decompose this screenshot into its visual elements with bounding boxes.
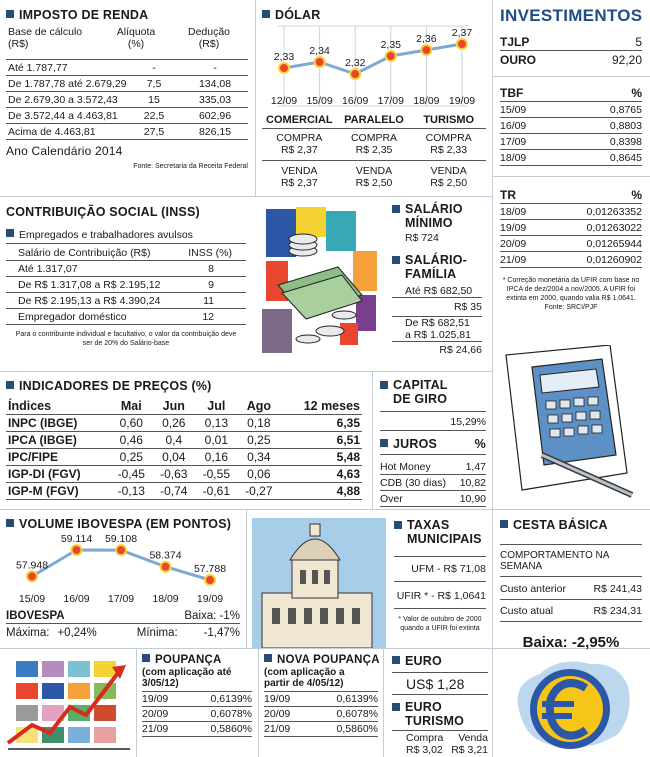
indicadores-cell: IGP-DI (FGV): [6, 466, 110, 483]
indicadores-cell: -0,45: [110, 466, 153, 483]
indicadores-row: [6, 483, 362, 500]
dolar-venda-label: VENDA: [430, 165, 467, 177]
inss-row: [6, 309, 246, 325]
euro-venda-label: Venda: [458, 732, 488, 744]
tr-row-cell: 0,01265944: [586, 238, 642, 250]
capital-giro-panel: [380, 378, 486, 507]
dolar-dates: [262, 95, 486, 109]
square-bullet-icon: [6, 519, 14, 527]
building-illustration: [252, 518, 386, 648]
tr-row-cell: 19/09: [500, 222, 527, 234]
custo-atual-label: Custo atual: [500, 605, 554, 617]
poupanca-subtitle-2: 3/05/12): [142, 678, 252, 692]
dolar-col-name: TURISMO: [411, 114, 486, 129]
ir-faixa: De 1.787,78 até 2.679,29: [8, 78, 127, 90]
npoup-row: [264, 707, 378, 722]
indicadores-cell: IPCA (IBGE): [6, 432, 110, 449]
chart-point: [116, 545, 126, 555]
taxas-note: * Valor de outubro de 2000 quando a UFIR foi extinta: [398, 616, 482, 632]
dolar-compra-value: R$ 2,35: [337, 144, 412, 161]
dolar-venda-value: R$ 2,37: [280, 177, 318, 189]
salario-minimo-title: SALÁRIO: [405, 202, 463, 216]
indicadores-header-cell: Jul: [195, 398, 238, 415]
growth-illustration: [6, 655, 132, 751]
ir-aliquota: 7,5: [146, 78, 162, 90]
juros-row-cell: 10,90: [459, 493, 486, 505]
chart-point: [315, 57, 325, 67]
ir-aliquota: 27,5: [143, 126, 165, 138]
ir-row: [6, 108, 248, 124]
salario-familia-faixa-2b: a R$ 1.025,81: [392, 329, 482, 342]
square-bullet-icon: [380, 381, 388, 389]
indicadores-cell: 4,63: [280, 466, 362, 483]
inss-header-salario: Salário de Contribuição (R$): [18, 247, 151, 259]
juros-title: JUROS: [393, 437, 438, 451]
euro-venda-value: R$ 3,21: [451, 744, 488, 756]
chart-point: [161, 562, 171, 572]
tbf-row-cell: 17/09: [500, 136, 527, 148]
nova-poupanca-panel: [264, 654, 378, 737]
ir-header-base: Base de cálculo: [8, 26, 83, 38]
inss-row-cell: 12: [202, 311, 214, 323]
ibovespa-baixa: Baixa: -1%: [184, 610, 240, 622]
euro-panel: [392, 654, 488, 756]
poup-row-cell: 19/09: [142, 693, 169, 705]
capital-title-2: DE GIRO: [393, 392, 448, 406]
juros-row: [380, 491, 486, 507]
square-bullet-icon: [380, 439, 388, 447]
salario-minimo-title-2: MÍNIMO: [405, 216, 453, 230]
inss-row-cell: 8: [208, 263, 214, 275]
tr-row: [500, 220, 642, 236]
square-bullet-icon: [392, 205, 400, 213]
custo-atual-value: R$ 234,31: [593, 605, 642, 617]
indicadores-row: [6, 449, 362, 466]
chart-tick-label: 16/09: [342, 95, 369, 107]
inss-row-cell: De R$ 1.317,08 a R$ 2.195,12: [18, 279, 161, 291]
chart-tick-label: 19/09: [448, 95, 476, 107]
ir-aliquota: 22,5: [143, 110, 165, 122]
ir-header-aliquota: Alíquota: [116, 26, 156, 38]
indicadores-table: [6, 398, 362, 500]
indicadores-row: [6, 466, 362, 483]
indicadores-cell: IPC/FIPE: [6, 449, 110, 466]
inss-row: [6, 293, 246, 309]
ibovespa-min-label: Mínima:: [136, 627, 178, 639]
juros-row-cell: Over: [380, 493, 403, 505]
cesta-subtitle: COMPORTAMENTO NA SEMANA: [500, 544, 642, 577]
ufir-note-source: Fonte: SRCI/PJF: [544, 304, 598, 311]
tr-row-cell: 0,01260902: [586, 254, 642, 266]
indicadores-cell: 0,26: [153, 415, 196, 432]
tr-row: [500, 204, 642, 220]
tr-row-cell: 0,01263022: [586, 222, 642, 234]
tr-row: [500, 236, 642, 252]
tbf-row-cell: 0,8645: [609, 152, 642, 164]
tbf-row: [500, 102, 642, 118]
tbf-label: TBF: [500, 86, 524, 100]
dolar-compra-label: COMPRA: [276, 132, 323, 144]
dolar-compra-value: R$ 2,33: [411, 144, 486, 161]
ir-header-deducao: Dedução: [187, 26, 231, 38]
poup-row-cell: 0,5860%: [210, 723, 252, 735]
indicadores-header-cell: 12 meses: [280, 398, 362, 415]
ir-row: [6, 60, 248, 76]
ufir-note: * Correção monetária da UFIR com base no IPCA de dez/2004 a nov/2005. A UFIR foi extinta em 2000, quando valia R$ 1.0641.: [502, 277, 640, 302]
money-illustration: [258, 205, 380, 357]
chart-data-label: 58.374: [149, 549, 182, 562]
euro-title: EURO: [405, 654, 442, 668]
chart-data-label: 2,34: [309, 45, 330, 57]
ouro-label: OURO: [500, 53, 536, 67]
tr-pct: %: [631, 188, 642, 202]
indicadores-cell: 4,88: [280, 483, 362, 500]
square-bullet-icon: [392, 703, 400, 711]
ibovespa-title: VOLUME IBOVESPA (EM PONTOS): [19, 517, 232, 531]
chart-tick-label: 19/09: [196, 593, 224, 605]
square-bullet-icon: [394, 521, 402, 529]
ir-aliquota: -: [152, 62, 156, 74]
indicadores-cell: 0,01: [195, 432, 238, 449]
square-bullet-icon: [6, 381, 14, 389]
indicadores-header-cell: Mai: [110, 398, 153, 415]
inss-row: [6, 277, 246, 293]
poup-row-cell: 0,6139%: [210, 693, 252, 705]
tjlp-label: TJLP: [500, 35, 530, 49]
chart-data-label: 2,37: [451, 27, 473, 39]
taxas-panel: [394, 518, 486, 633]
square-bullet-icon: [6, 10, 14, 18]
chart-tick-label: 15/09: [306, 95, 333, 107]
indicadores-title: INDICADORES DE PREÇOS (%): [19, 379, 212, 393]
salario-familia-title-2: FAMÍLIA: [405, 267, 457, 281]
indicadores-panel: [6, 379, 368, 500]
inss-row-cell: 9: [208, 279, 214, 291]
salario-panel: [392, 202, 482, 356]
ir-faixa: De 3.572,44 a 4.463,81: [8, 110, 118, 122]
euro-turismo-title-2: TURISMO: [405, 714, 465, 728]
indicadores-cell: IGP-M (FGV): [6, 483, 110, 500]
npoup-row-cell: 21/09: [264, 723, 291, 735]
square-bullet-icon: [500, 520, 508, 528]
npoup-row-cell: 0,6078%: [336, 708, 378, 720]
npoup-row-cell: 0,6139%: [336, 693, 378, 705]
indicadores-cell: 0,06: [238, 466, 281, 483]
tbf-row-cell: 15/09: [500, 104, 527, 116]
ir-faixa: Acima de 4.463,81: [8, 126, 96, 138]
nova-poupanca-title: NOVA POUPANÇA: [277, 654, 380, 666]
poup-row-cell: 21/09: [142, 723, 169, 735]
square-bullet-icon: [392, 256, 400, 264]
indicadores-header-cell: Ago: [238, 398, 281, 415]
nova-poupanca-subtitle-2: partir de 4/05/12): [264, 678, 378, 692]
chart-point: [457, 39, 467, 49]
chart-tick-label: 15/09: [18, 593, 46, 605]
ir-title: IMPOSTO DE RENDA: [6, 8, 248, 22]
chart-tick-label: 12/09: [270, 95, 298, 107]
tbf-row-cell: 0,8398: [609, 136, 642, 148]
npoup-row-cell: 0,5860%: [336, 723, 378, 735]
juros-row: [380, 459, 486, 475]
ibovespa-max-value: +0,24%: [57, 627, 97, 639]
indicadores-cell: -0,61: [195, 483, 238, 500]
indicadores-cell: INPC (IBGE): [6, 415, 110, 432]
indicadores-cell: 0,4: [153, 432, 196, 449]
poupanca-title: POUPANÇA: [155, 654, 222, 666]
dolar-venda-label: VENDA: [355, 165, 393, 177]
indicadores-cell: 0,04: [153, 449, 196, 466]
indicadores-cell: 0,25: [110, 449, 153, 466]
indicadores-cell: 0,13: [195, 415, 238, 432]
tbf-row: [500, 134, 642, 150]
dolar-quotes: [262, 114, 486, 189]
ir-deducao: 602,96: [198, 110, 232, 122]
inss-header-pct: INSS (%): [188, 247, 232, 259]
inss-row-cell: Até 1.317,07: [18, 263, 78, 275]
chart-data-label: 2,35: [380, 39, 402, 51]
taxas-title-2: MUNICIPAIS: [407, 532, 482, 546]
poup-row: [142, 692, 252, 707]
calculator-illustration: [502, 345, 642, 500]
dolar-venda-value: R$ 2,50: [430, 177, 468, 189]
capital-title: CAPITAL: [393, 378, 448, 392]
ir-header-aliquota-unit: (%): [127, 38, 145, 50]
indicadores-row: [6, 415, 362, 432]
chart-tick-label: 17/09: [377, 95, 404, 107]
chart-data-label: 59.114: [60, 533, 93, 545]
indicadores-cell: -0,63: [153, 466, 196, 483]
npoup-row-cell: 19/09: [264, 693, 291, 705]
salario-familia-faixa-2: De R$ 682,51: [392, 316, 482, 329]
ir-deducao: 826,15: [198, 126, 232, 138]
npoup-row-cell: 20/09: [264, 708, 291, 720]
juros-row-cell: 1,47: [465, 461, 486, 473]
inss-panel: [6, 205, 246, 348]
dolar-compra-value: R$ 2,37: [262, 144, 337, 161]
chart-data-label: 2,36: [416, 33, 437, 45]
chart-data-label: 57.948: [15, 559, 49, 572]
taxas-title: TAXAS: [407, 518, 450, 532]
inss-note: Para o contribuinte individual e facultativo, o valor da contribuição deve ser de 20% do Salário-base: [15, 331, 237, 347]
chart-data-label: 2,33: [273, 51, 295, 63]
ir-faixa: De 2.679,30 a 3.572,43: [8, 94, 118, 106]
investimentos-panel: [500, 6, 642, 312]
tbf-row-cell: 0,8803: [609, 120, 642, 132]
ir-source: Fonte: Secretaria da Receita Federal: [133, 163, 248, 170]
juros-row-cell: Hot Money: [380, 461, 431, 473]
chart-point: [205, 575, 215, 585]
salario-familia-valor-2: R$ 24,66: [439, 344, 482, 356]
poup-row-cell: 20/09: [142, 708, 169, 720]
salario-minimo-value: R$ 724: [405, 232, 439, 244]
ir-row: [6, 92, 248, 108]
dolar-title: DÓLAR: [275, 8, 321, 22]
tr-row-cell: 21/09: [500, 254, 527, 266]
ir-row: [6, 76, 248, 92]
investimentos-title: INVESTIMENTOS: [500, 6, 643, 25]
square-bullet-icon: [6, 229, 14, 237]
ir-deducao: 134,08: [198, 78, 232, 90]
euro-illustration: [500, 654, 640, 754]
npoup-row: [264, 692, 378, 707]
indicadores-cell: -0,13: [110, 483, 153, 500]
dolar-venda-value: R$ 2,50: [355, 177, 393, 189]
tbf-pct: %: [631, 86, 642, 100]
indicadores-row: [6, 432, 362, 449]
square-bullet-icon: [262, 10, 270, 18]
dolar-col: [411, 114, 486, 189]
dolar-compra-label: COMPRA: [425, 132, 472, 144]
tr-row-cell: 18/09: [500, 206, 527, 218]
juros-row-cell: CDB (30 dias): [380, 477, 446, 489]
indicadores-cell: 6,35: [280, 415, 362, 432]
chart-point: [27, 571, 37, 581]
ir-year: Ano Calendário 2014: [6, 144, 123, 158]
ibovespa-label: IBOVESPA: [6, 610, 65, 622]
ir-header-deducao-unit: (R$): [198, 38, 220, 50]
inss-row-cell: De R$ 2.195,13 a R$ 4.390,24: [18, 295, 161, 307]
chart-point: [350, 69, 360, 79]
poup-row: [142, 722, 252, 737]
custo-anterior-value: R$ 241,43: [593, 583, 642, 595]
cesta-baixa-value: -2,95%: [571, 634, 620, 651]
tbf-row: [500, 118, 642, 134]
tr-row-cell: 20/09: [500, 238, 527, 250]
salario-familia-valor-1: R$ 35: [453, 301, 482, 313]
ufm-value: UFM - R$ 71,08: [394, 556, 486, 582]
chart-data-label: 57.788: [193, 563, 227, 575]
tbf-row-cell: 16/09: [500, 120, 527, 132]
cesta-title: CESTA BÁSICA: [513, 518, 608, 532]
poupanca-subtitle: (com aplicação até: [142, 667, 232, 678]
ir-row: [6, 124, 248, 140]
indicadores-cell: -0,27: [238, 483, 281, 500]
euro-compra-value: R$ 3,02: [406, 744, 443, 756]
ibovespa-chart: [6, 530, 242, 592]
indicadores-header: [6, 398, 362, 415]
chart-point: [72, 545, 82, 555]
chart-point: [279, 63, 289, 73]
inss-row-cell: Empregador doméstico: [18, 311, 127, 323]
capital-value: 15,29%: [380, 411, 486, 431]
ibovespa-min-value: -1,47%: [203, 627, 240, 639]
indicadores-cell: -0,55: [195, 466, 238, 483]
indicadores-header-cell: Índices: [6, 398, 110, 415]
indicadores-cell: 6,51: [280, 432, 362, 449]
ir-header-base-unit: (R$): [8, 38, 29, 50]
ibovespa-dates: [6, 593, 242, 607]
inss-row: [6, 261, 246, 277]
juros-pct: %: [474, 437, 486, 451]
dolar-col-name: COMERCIAL: [262, 114, 337, 129]
dolar-compra-label: COMPRA: [350, 132, 398, 144]
euro-compra-label: Compra: [406, 732, 444, 744]
ir-faixa: Até 1.787,77: [8, 62, 68, 74]
poup-row: [142, 707, 252, 722]
chart-point: [386, 51, 396, 61]
chart-data-label: 2,32: [344, 57, 366, 69]
ir-aliquota: 15: [148, 94, 160, 106]
salario-familia-faixa-1: Até R$ 682,50: [392, 285, 482, 298]
poupanca-panel: [142, 654, 252, 737]
chart-tick-label: 16/09: [63, 593, 90, 605]
inss-title: CONTRIBUIÇÃO SOCIAL (INSS): [6, 205, 200, 219]
ufir-value: UFIR * - R$ 1,0641: [394, 590, 486, 609]
poup-row-cell: 0,6078%: [210, 708, 252, 720]
indicadores-cell: 0,16: [195, 449, 238, 466]
tbf-row-cell: 0,8765: [609, 104, 642, 116]
chart-tick-label: 18/09: [413, 95, 440, 107]
salario-familia-title: SALÁRIO-: [405, 253, 468, 267]
ir-deducao: -: [213, 62, 217, 74]
dolar-venda-label: VENDA: [281, 165, 318, 177]
nova-poupanca-subtitle: (com aplicação a: [264, 667, 345, 678]
indicadores-cell: 0,18: [238, 415, 281, 432]
indicadores-cell: -0,74: [153, 483, 196, 500]
square-bullet-icon: [392, 656, 400, 664]
tbf-row-cell: 18/09: [500, 152, 527, 164]
imposto-renda-panel: [6, 8, 248, 171]
chart-point: [421, 45, 431, 55]
dolar-col: [262, 114, 337, 189]
indicadores-cell: 5,48: [280, 449, 362, 466]
tr-row-cell: 0,01263352: [586, 206, 642, 218]
ibovespa-max-label: Máxima:: [6, 627, 50, 639]
indicadores-cell: 0,34: [238, 449, 281, 466]
chart-data-label: 59.108: [104, 533, 138, 546]
juros-row: [380, 475, 486, 491]
ibovespa-panel: [6, 517, 242, 531]
tbf-row: [500, 150, 642, 166]
euro-turismo-title: EURO: [405, 700, 442, 714]
custo-anterior-label: Custo anterior: [500, 583, 566, 595]
npoup-row: [264, 722, 378, 737]
dolar-panel: [262, 8, 486, 22]
juros-row-cell: 10,82: [459, 477, 486, 489]
euro-value: US$ 1,28: [392, 672, 488, 695]
square-bullet-icon: [264, 654, 272, 662]
inss-subtitle: Empregados e trabalhadores avulsos: [19, 229, 193, 241]
indicadores-header-cell: Jun: [153, 398, 196, 415]
indicadores-cell: 0,60: [110, 415, 153, 432]
inss-row-cell: 11: [203, 295, 214, 307]
square-bullet-icon: [142, 654, 150, 662]
dolar-col-name: PARALELO: [337, 114, 412, 129]
chart-tick-label: 17/09: [107, 593, 135, 605]
cesta-baixa-label: Baixa:: [522, 634, 568, 651]
tr-row: [500, 252, 642, 268]
indicadores-cell: 0,25: [238, 432, 281, 449]
chart-tick-label: 18/09: [152, 593, 179, 605]
dolar-col: [337, 114, 412, 189]
ouro-value: 92,20: [611, 53, 642, 67]
ir-deducao: 335,03: [198, 94, 232, 106]
indicadores-cell: 0,46: [110, 432, 153, 449]
tjlp-value: 5: [635, 35, 642, 49]
cesta-panel: [500, 518, 642, 651]
tr-label: TR: [500, 188, 516, 202]
